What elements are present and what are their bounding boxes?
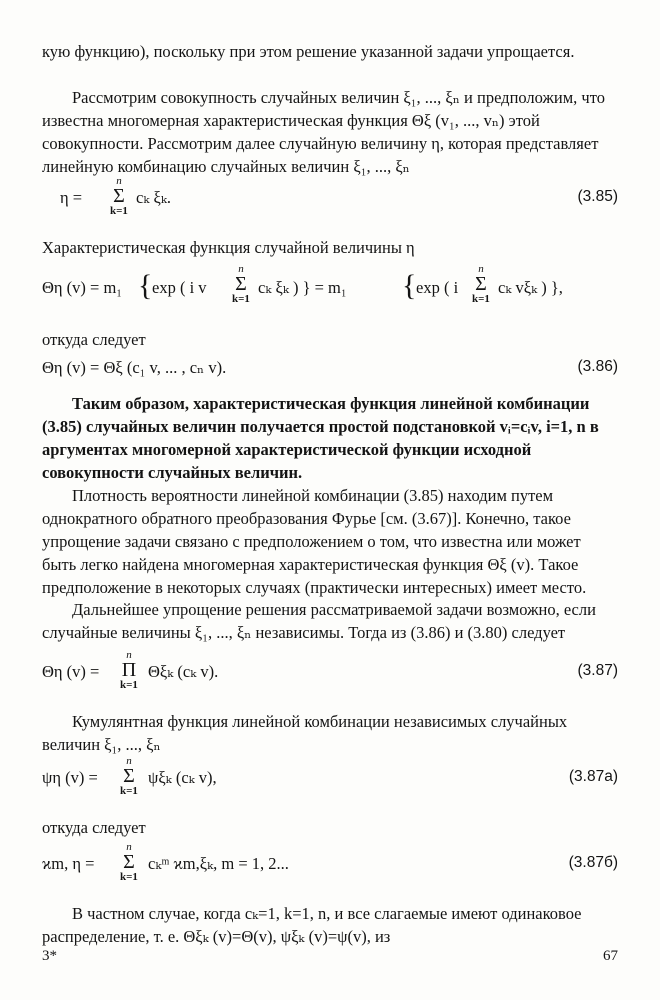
equation-3-85 (42, 175, 618, 224)
sum-operator (226, 264, 256, 304)
paragraph: Кумулянтная функция линейной комбинации независимых случайных величин ξ₁, ..., ξₙ (42, 712, 568, 754)
product-upper-limit: n (126, 649, 132, 661)
equation-body: Θη (v) = Θξ (c₁ v, ... , cₙ v). (42, 358, 227, 377)
page-number: 67 (603, 948, 618, 964)
paragraph: откуда следует (42, 330, 146, 349)
equation-rhs: Θξₖ (cₖ v). (148, 662, 219, 681)
equation-lhs: ϰm, η = (42, 854, 95, 873)
equation-number: (3.87) (577, 662, 618, 679)
equation-3-86 (42, 350, 618, 394)
product-lower-limit: k=1 (120, 679, 138, 691)
sum-symbol: Σ (123, 851, 135, 873)
sum-lower-limit: k=1 (472, 293, 490, 305)
paragraph: кую функцию), поскольку при этом решение указанной задачи упрощается. (42, 42, 575, 61)
sum-upper-limit: n (126, 755, 132, 767)
equation-lhs: Θη (v) = (42, 662, 100, 681)
sum-operator (114, 756, 144, 796)
sum-lower-limit: k=1 (120, 785, 138, 797)
equation-3-87b (42, 841, 618, 890)
paragraph: Рассмотрим совокупность случайных величин ξ₁, ..., ξₙ и предположим, что известна многомерная характеристическая функция Θξ (v₁, ..., vₙ) этой совокупности. Рассмотрим далее случайную величину η, которая представляет линейную комбинацию случайных величин ξ₁, ..., ξₙ (42, 88, 605, 176)
equation-rhs: cₖᵐ ϰm,ξₖ, m = 1, 2... (148, 854, 289, 873)
equation-number: (3.87а) (568, 768, 618, 785)
equation-number: (3.85) (577, 188, 618, 205)
equation-3-87 (42, 649, 618, 698)
paragraph: откуда следует (42, 818, 146, 837)
sum-lower-limit: k=1 (110, 205, 128, 217)
equation-rhs: ψξₖ (cₖ v), (148, 768, 217, 787)
equation-inner-2-tail: cₖ vξₖ ) }, (498, 278, 563, 297)
signature-mark: 3* (42, 948, 57, 964)
paragraph: В частном случае, когда cₖ=1, k=1, n, и все слагаемые имеют одинаковое распределение, т. е. Θξₖ (v)=Θ(v), ψξₖ (v)=ψ(v), из (42, 904, 582, 946)
equation-rhs: cₖ ξₖ. (136, 188, 171, 207)
paragraph: Плотность вероятности линейной комбинации (3.85) находим путем однократного обратного преобразования Фурье [см. (3.67)]. Конечно, такое упрощение задачи связано с предположением о том, что известна или может быть легко найдена многомерная характеристическая функция Θξ (v). Такое предположение в некоторых случаях (практически интересных) имеет место. (42, 486, 587, 597)
equation-number: (3.87б) (568, 854, 618, 871)
equation-inner-1-tail: cₖ ξₖ ) } = m₁ (258, 278, 347, 297)
sum-operator (104, 176, 134, 216)
sum-operator-2 (466, 264, 496, 304)
sum-lower-limit: k=1 (120, 871, 138, 883)
sum-symbol: Σ (113, 185, 125, 207)
paragraph: Таким образом, характеристическая функция линейной комбинации (3.85) случайных величин получается простой подстановкой vᵢ=cᵢv, i=1, n в аргументах многомерной характеристической функции исходной совокупности случайных величин. (42, 394, 599, 482)
product-operator (114, 650, 144, 690)
equation-inner-1: exp ( i v (152, 278, 207, 297)
equation-characteristic (42, 263, 618, 318)
equation-lhs: Θη (v) = m₁ (42, 278, 123, 297)
equation-lhs: η = (60, 188, 83, 207)
sum-operator (114, 842, 144, 882)
paragraph: Дальнейшее упрощение решения рассматриваемой задачи возможно, если случайные величины ξ₁, ..., ξₙ независимы. Тогда из (3.86) и (3.80) следует (42, 600, 596, 642)
equation-number: (3.86) (577, 358, 618, 375)
sum-symbol: Σ (235, 273, 247, 295)
sum-symbol: Σ (123, 765, 135, 787)
product-symbol: Π (121, 659, 137, 681)
sum-upper-limit: n (126, 841, 132, 853)
paragraph: Характеристическая функция случайной величины η (42, 238, 415, 257)
open-brace: { (138, 269, 153, 302)
equation-lhs: ψη (v) = (42, 768, 98, 787)
sum-upper-limit: n (478, 263, 484, 275)
sum-upper-limit: n (238, 263, 244, 275)
sum-symbol: Σ (475, 273, 487, 295)
sum-lower-limit: k=1 (232, 293, 250, 305)
sum-upper-limit: n (116, 175, 122, 187)
equation-3-87a (42, 755, 618, 804)
equation-inner-2: exp ( i (416, 278, 459, 297)
open-brace-2: { (402, 269, 417, 302)
